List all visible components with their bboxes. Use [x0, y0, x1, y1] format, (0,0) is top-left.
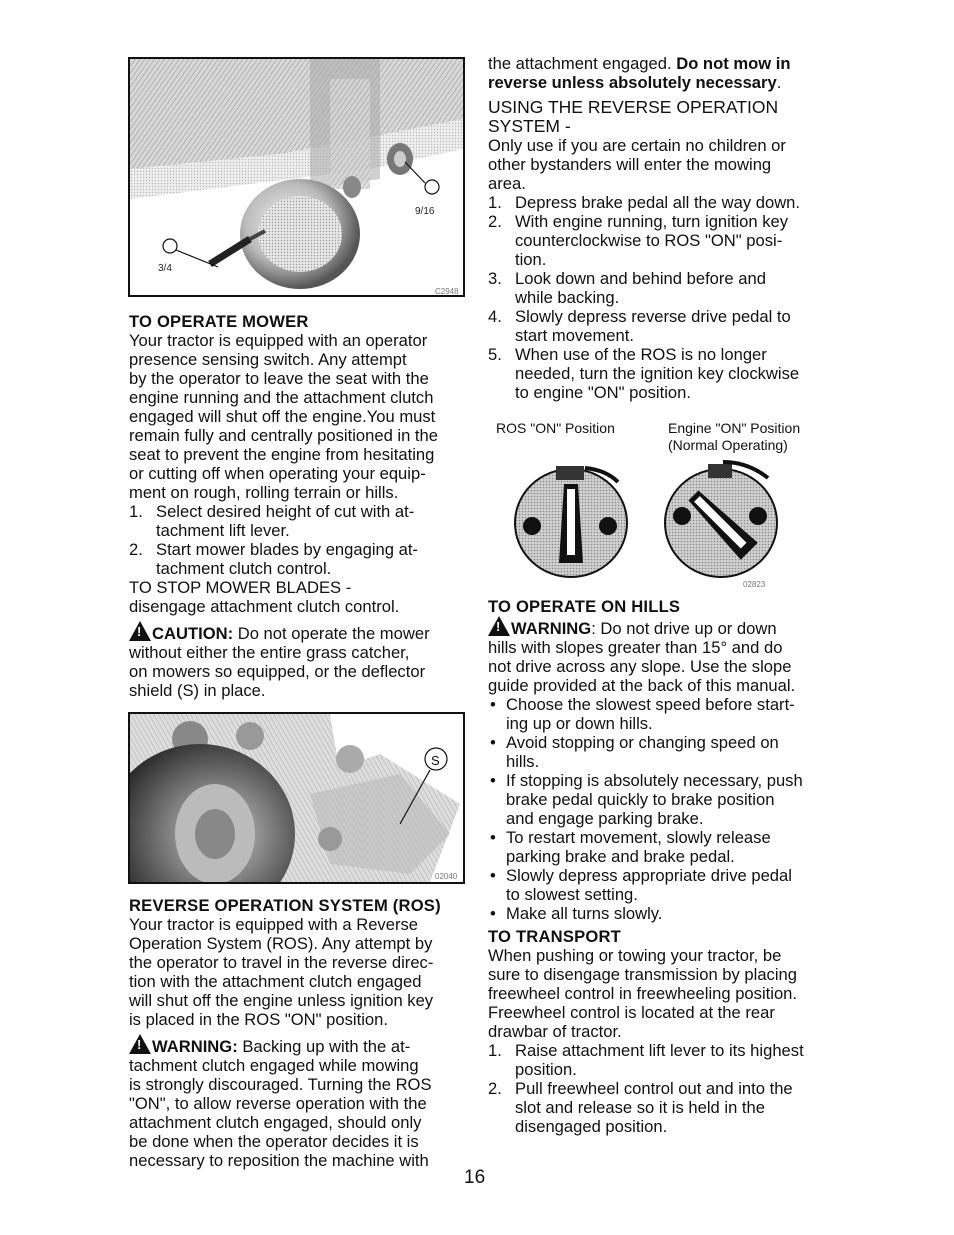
- hills-bullets: [488, 695, 833, 923]
- ros-warning-line: attachment clutch engaged, should only: [129, 1113, 422, 1132]
- size-label-9-16: 9/16: [415, 206, 435, 217]
- using-ros-line: area.: [488, 174, 526, 193]
- ros-line: is placed in the ROS "ON" position.: [129, 1010, 388, 1029]
- operate-mower-line: presence sensing switch. Any attempt: [129, 350, 407, 369]
- warning-label: WARNING:: [152, 1037, 238, 1056]
- operate-mower-line: engaged will shut off the engine.You must: [129, 407, 436, 426]
- list-item: 2. With engine running, turn ignition key counterclockwise to ROS "ON" posi- tion.: [488, 212, 789, 269]
- operate-mower-line: engine running and the attachment clutch: [129, 388, 434, 407]
- list-item: • Slowly depress appropriate drive pedal to slowest setting.: [490, 866, 792, 904]
- list-item: • If stopping is absolutely necessary, push brake pedal quickly to brake position and engage parking brake.: [490, 771, 803, 828]
- ros-knob: [515, 466, 627, 577]
- caution-label: CAUTION:: [152, 624, 234, 643]
- figure-id: 02040: [435, 872, 458, 881]
- using-ros-section: [488, 98, 833, 402]
- warning-icon: [488, 616, 510, 636]
- right-column: [488, 54, 833, 1136]
- ros-line: will shut off the engine unless ignition key: [129, 991, 434, 1010]
- ros-warning: !WARNING: Backing up with the at-: [129, 1034, 469, 1056]
- list-item: 2. Start mower blades by engaging at- tachment clutch control.: [129, 540, 418, 578]
- shield-label-s: S: [431, 753, 440, 768]
- transport-section: [488, 927, 833, 1136]
- caution-notice: !CAUTION: Do not operate the mower: [129, 621, 469, 643]
- warning-label: WARNING: [511, 619, 592, 638]
- hills-section: [488, 597, 833, 923]
- caution-line: without either the entire grass catcher,: [129, 643, 410, 662]
- list-item: • Choose the slowest speed before start- ing up or down hills.: [490, 695, 795, 733]
- list-item: 1. Select desired height of cut with at- tachment lift lever.: [129, 502, 415, 540]
- list-item: 4. Slowly depress reverse drive pedal to start movement.: [488, 307, 791, 345]
- using-ros-steps: [488, 193, 833, 402]
- using-ros-line: other bystanders will enter the mowing: [488, 155, 772, 174]
- hills-warning: !WARNING: Do not drive up or down: [488, 616, 833, 638]
- transport-heading: TO TRANSPORT: [488, 927, 622, 946]
- engine-position-caption: (Normal Operating): [668, 437, 788, 453]
- operate-mower-line: seat to prevent the engine from hesitating: [129, 445, 435, 464]
- stop-blades-text: disengage attachment clutch control.: [129, 597, 400, 616]
- hills-warning-line: guide provided at the back of this manual.: [488, 676, 796, 695]
- ros-line: Your tractor is equipped with a Reverse: [129, 915, 419, 934]
- ros-line: tion with the attachment clutch engaged: [129, 972, 422, 991]
- ros-warning-line: "ON", to allow reverse operation with the: [129, 1094, 427, 1113]
- engine-position-caption: Engine "ON" Position: [668, 420, 801, 436]
- operate-mower-line: Your tractor is equipped with an operator: [129, 331, 428, 350]
- list-item: • Make all turns slowly.: [490, 904, 663, 923]
- operate-mower-line: by the operator to leave the seat with the: [129, 369, 429, 388]
- ignition-knobs-illustration: [488, 456, 833, 586]
- operate-mower-heading: TO OPERATE MOWER: [129, 312, 309, 331]
- operate-mower-line: remain fully and centrally positioned in the: [129, 426, 439, 445]
- figure-id: 02823: [743, 580, 766, 589]
- ros-heading: REVERSE OPERATION SYSTEM (ROS): [129, 896, 441, 915]
- size-label-3-4: 3/4: [158, 263, 172, 274]
- transport-line: When pushing or towing your tractor, be: [488, 946, 782, 965]
- figure-deflector-shield: [128, 712, 465, 884]
- using-ros-line: Only use if you are certain no children or: [488, 136, 786, 155]
- hills-warning-line: not drive across any slope. Use the slope: [488, 657, 792, 676]
- ros-warning-line: be done when the operator decides it is: [129, 1132, 419, 1151]
- ros-section: [129, 896, 469, 1170]
- ros-line: the operator to travel in the reverse direc-: [129, 953, 434, 972]
- ros-warning-line: tachment clutch engaged while mowing: [129, 1056, 419, 1075]
- list-item: 3. Look down and behind before and while backing.: [488, 269, 766, 307]
- list-item: 1. Depress brake pedal all the way down.: [488, 193, 801, 212]
- transport-line: Freewheel control is located at the rear: [488, 1003, 775, 1022]
- operate-mower-line: ment on rough, rolling terrain or hills.: [129, 483, 399, 502]
- figure-wheel-mount: [128, 57, 465, 297]
- list-item: • To restart movement, slowly release parking brake and brake pedal.: [490, 828, 771, 866]
- using-ros-heading: SYSTEM -: [488, 116, 571, 136]
- transport-line: sure to disengage transmission by placing: [488, 965, 798, 984]
- operate-mower-steps: [129, 502, 469, 578]
- using-ros-heading: USING THE REVERSE OPERATION: [488, 97, 779, 117]
- page-number: 16: [464, 1167, 486, 1188]
- transport-line: freewheel control in freewheeling position.: [488, 984, 798, 1003]
- list-item: • Avoid stopping or changing speed on hills.: [490, 733, 779, 771]
- list-item: 2. Pull freewheel control out and into the slot and release so it is held in the disengaged position.: [488, 1079, 793, 1136]
- ignition-key-figure: [488, 420, 833, 588]
- left-column: [129, 54, 469, 1170]
- caution-line: shield (S) in place.: [129, 681, 266, 700]
- stop-blades-heading: TO STOP MOWER BLADES -: [129, 578, 352, 597]
- warning-icon: [129, 1034, 151, 1054]
- continued-text: the attachment engaged. Do not mow in: [488, 54, 791, 73]
- list-item: 1. Raise attachment lift lever to its highest position.: [488, 1041, 804, 1079]
- ros-warning-line: necessary to reposition the machine with: [129, 1151, 429, 1170]
- continued-text: reverse unless absolutely necessary.: [488, 73, 782, 92]
- ros-line: Operation System (ROS). Any attempt by: [129, 934, 433, 953]
- engine-knob: [665, 462, 777, 577]
- list-item: 5. When use of the ROS is no longer needed, turn the ignition key clockwise to engine "ON" position.: [488, 345, 800, 402]
- figure-id: C2948: [435, 287, 459, 296]
- deflector-shield-illustration: [130, 714, 463, 882]
- operate-mower-section: [129, 312, 469, 700]
- ros-warning-line: is strongly discouraged. Turning the ROS: [129, 1075, 432, 1094]
- operate-mower-line: or cutting off when operating your equip-: [129, 464, 426, 483]
- wheel-mount-illustration: [130, 59, 463, 295]
- hills-heading: TO OPERATE ON HILLS: [488, 597, 681, 616]
- ros-position-caption: ROS "ON" Position: [496, 420, 615, 436]
- transport-steps: [488, 1041, 833, 1136]
- hills-warning-line: hills with slopes greater than 15° and do: [488, 638, 783, 657]
- caution-icon: [129, 621, 151, 641]
- transport-line: drawbar of tractor.: [488, 1022, 622, 1041]
- caution-line: on mowers so equipped, or the deflector: [129, 662, 426, 681]
